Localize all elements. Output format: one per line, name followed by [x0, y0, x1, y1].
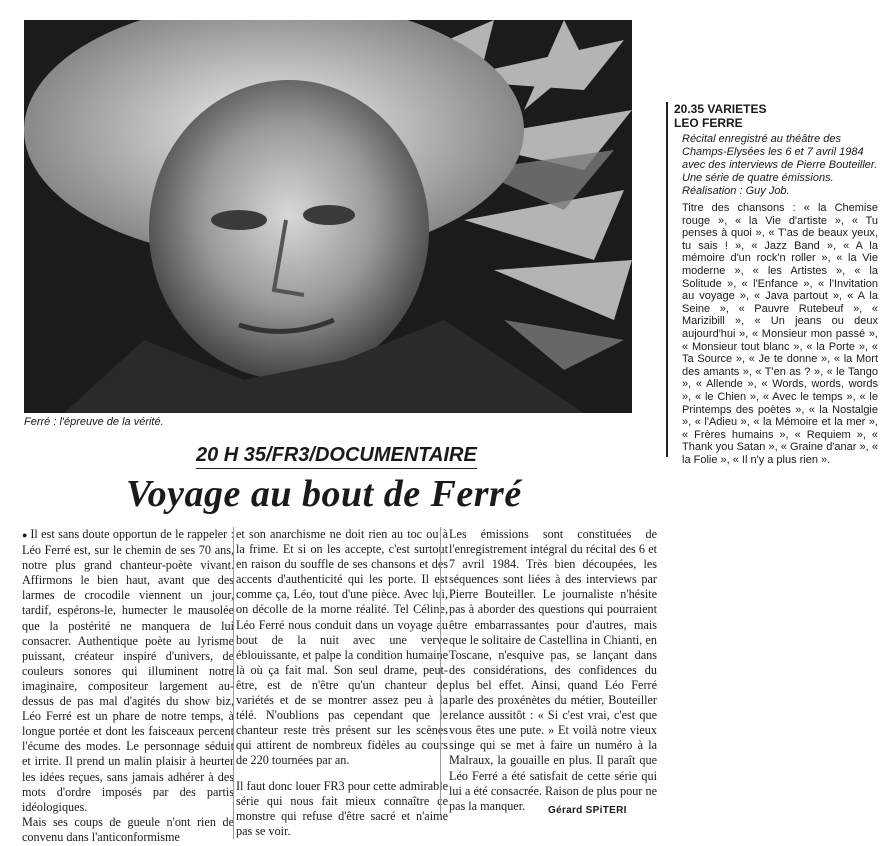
column-3-text: Les émissions sont constituées de l'enregistrement intégral du récital des 6 et 7 avril 1984. Très bien découpées, les séquences sont liées à des interviews par Pierre Bouteiller. Le journaliste n'hésite pas à aborder des questions qui pourraient être embarrassantes pour d'autres, mais que le solitaire de Castellina in Chianti, en Toscane, n'esquive pas, se lançant dans des considérations, des confidences du plus bel effet. Ainsi, quand Léo Ferré parle des proxénètes du métier, Bouteiller relance aussitôt : « Si c'est vrai, c'est que vous êtes une pute. » Et voilà notre vieux singe qui se met à faire un numéro à la Malraux, la gouaille en plus. Il paraît que Léo Ferré a été satisfait de cette série qui lui a été consacrée. Raison de plus pour ne pas la manquer. — [449, 527, 657, 813]
article-kicker: 20 H 35/FR3/DOCUMENTAIRE — [196, 444, 477, 469]
listing-intro: Récital enregistré au théâtre des Champs-Elysées les 6 et 7 avril 1984 avec des interviews de Pierre Bouteiller. Une série de quatre émissions. Réalisation : Guy Job. — [682, 133, 878, 197]
bullet-icon: ● — [22, 530, 31, 540]
column-1-text: Il est sans doute opportun de le rappeler : Léo Ferré est, sur le chemin de ses 70 ans, notre plus grand chanteur-poète vivant. Affirmons le bien haut, avant que des larmes de crocodile viennent un jour, tardif, espérons-le, humecter le mausolée que la postérité ne manquera de lui consacrer. Authentique poète au lyrisme puissant, créateur inspiré d'univers, de couleurs sonores qui illuminent notre imaginaire, compositeur largement au-dessus de pas mal d'agités du show biz, Léo Ferré est un phare de notre temps, à longue portée et dont les faisceaux percent l'écume des modes. Le personnage séduit et irrite. Il prend un malin plaisir à heurter les idées reçues, sans jamais adhérer à des mots d'ordre imposés par des partis idéologiques. — [22, 527, 234, 814]
column-1-continued: Mais ses coups de gueule n'ont rien de convenu dans l'anticonformisme — [22, 814, 234, 844]
listing-song-titles: Titre des chansons : « la Chemise rouge », « la Vie d'artiste », « Tu penses à quoi », « T'as de beaux yeux, tu sais ! », « Jazz Band », « A la mémoire d'un rock'n roller », « la Vie moderne », « les Artistes », « la Solitude », « l'Enfance », « l'Invitation au voyage », « Java partout », « A la Seine », « Pauvre Rutebeuf », « Marizibill », « Un jeans ou deux aujourd'hui », « Monsieur mon passé », « Monsieur tout blanc », « la Porte », « Ta Source », « Je te donne », « la Mort des amants », « T'en as ? », « le Tango », « Allende », « Words, words, words », « le Chien », « Avec le temps », « le Printemps des poètes », « la Nostalgie », « l'Adieu », « la Mémoire et la mer », « Frères humains », « Requiem », « Thank you Satan », « Graine d'anar », « la Folie », « Il n'y a plus rien ». — [682, 202, 878, 466]
photo-leo-ferre — [24, 20, 632, 413]
column-2-continued: Il faut donc louer FR3 pour cette admirable série qui nous fait mieux connaître ce monstre qui refuse d'être sacré et n'aime pas se voir. — [236, 778, 448, 838]
article-column-1 — [22, 527, 234, 845]
sidebar-rule — [666, 102, 668, 457]
author-signature: Gérard SPiTERI — [548, 805, 627, 816]
portrait-image — [24, 20, 632, 413]
photo-caption: Ferré : l'épreuve de la vérité. — [24, 416, 164, 428]
listing-time: 20.35 VARIETES — [674, 102, 767, 116]
article-headline: Voyage au bout de Ferré — [126, 473, 522, 515]
tv-listing-sidebar — [668, 102, 878, 466]
article-column-3 — [440, 527, 657, 814]
column-2-text: et son anarchisme ne doit rien au toc ou à la frime. Et si on les accepte, c'est surtout en raison du souffle de ses chansons et des accents d'authenticité qui les porte. Il est comme ça, Léo, tout d'une pièce. Avec lui, on décolle de la morne réalité. Tel Céline, Léo Ferré nous conduit dans un voyage au bout de la nuit avec une verve éblouissante, et palpe la condition humaine là où ça fait mal. Son seul drame, peut-être, est de n'être qu'un chanteur de variétés et de se montrer assez peu à la télé. N'oublions pas cependant que le chanteur reste très présent sur les scènes qui attirent de nombreux fidèles au cours de 220 tournées par an. — [236, 527, 448, 768]
article-column-2 — [233, 527, 448, 839]
listing-title: LEO FERRE — [674, 116, 743, 130]
